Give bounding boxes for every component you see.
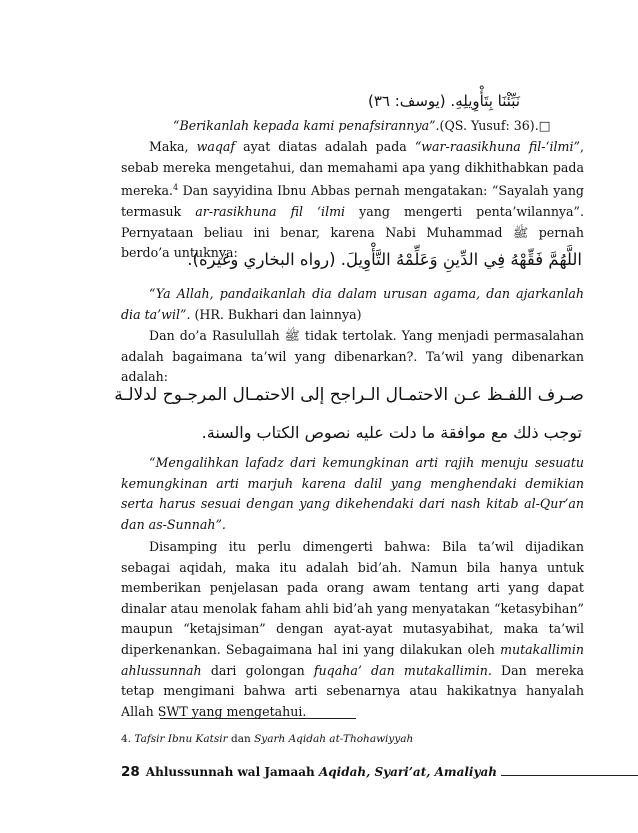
footnote-title-1: Tafsir Ibnu Katsir [134,733,228,745]
footnote-separator [160,718,356,719]
paragraph-waqaf [121,137,584,264]
broken-glyph-mark: □ [538,118,551,133]
paragraph-aqidah [121,537,584,722]
text: ayat diatas adalah pada [235,139,415,154]
text: Dan do’a Rasulullah [149,328,285,343]
book-subtitle: Aqidah, Syari’at, Amaliyah [318,765,497,779]
text: tidak tertolak. Yang menjadi permasalahan adalah bagaimana ta’wil yang dibenarkan?. Ta’wil yang dibenarkan adalah: [121,328,584,385]
footnote-title-2: Syarh Aqidah at-Thohawiyyah [254,733,414,745]
salawat-symbol: ﷺ [284,328,300,343]
text: , sebab mereka mengetahui, dan memahami apa yang dikhithabkan pada mereka. [121,139,584,199]
book-title: Ahlussunnah wal Jamaah [145,765,319,779]
text: yang mengerti penta’wilannya”. Pernyataan beliau ini benar, karena Nabi Muhammad [121,203,584,240]
arabic-verse: نَبِّئْنَا بِتَأْوِيلِهِ. (يوسف: ٣٦) [367,92,520,110]
footnote-ref: 4 [173,183,179,193]
prayer-translation [121,284,584,325]
definition-translation: “Mengalihkan lafadz dari kemungkinan arti rajih menuju sesuatu kemungkinan arti marjuh karena dalil yang menghendaki demikian serta harus sesuai dengan yang dikehendaki dari nash kitab al-Qur’an dan as-Sunnah”. [121,455,584,532]
footnote-number: 4 [121,733,128,745]
text: Disamping itu perlu dimengerti bahwa: Bila ta’wil dijadikan sebagai aqidah, maka itu adalah bid’ah. Namun bila hanya untuk memberikan penjelasan pada orang awam tentang arti yang dapat dinalar atau menolak faham ahli bid’ah yang menyatakan “ketasybihan” maupun “ketajsiman” dengan ayat-ayat mutasyabihat, maka ta’wil diperkenankan. Sebagaimana hal ini yang dilakukan oleh [121,539,584,657]
text: dan [227,733,255,745]
text: dari golongan [201,662,314,678]
prayer-reference: (HR. Bukhari dan lainnya) [190,306,362,322]
verse-reference: (QS. Yusuf: 36). [439,118,539,133]
text: Maka, [149,139,197,154]
arabic-definition-line-1: صـرف اللفـظ عـن الاحتمـال الـراجح إلى الاحتمـال المرجـوح لدلالـة [114,385,584,405]
term-waqaf: waqaf [196,139,236,154]
text: . [127,733,135,745]
term-fuqaha: fuqaha’ dan mutakallimin. [313,662,492,678]
text: pernah berdo’a untuknya: [121,224,584,261]
page-footer [121,764,638,780]
paragraph-dua [121,326,584,388]
arabic-prayer: اللَّهُمَّ فَقِّهْهُ فِي الدِّينِ وَعَلِّمْهُ التَّأْوِيلَ. (رواه البخاري وغيره). [187,250,582,269]
term-rasikhuna: ar-rasikhuna fil ‘ilmi [195,203,346,219]
salawat-symbol: ﷺ [512,224,529,240]
page-number: 28 [121,764,140,780]
footnote [121,733,413,745]
prayer-translation-quote: “Ya Allah, pandaikanlah dia dalam urusan agama, dan ajarkanlah dia ta’wil”. [121,286,584,322]
text: Dan sayyidina Ibnu Abbas pernah mengatakan: “Sayalah yang termasuk [121,183,584,219]
term-mutakallimin-ahlussunnah: mutakallimin ahlussunnah [121,641,584,678]
term-raasikhuna: “war-raasikhuna fil-‘ilmi” [414,139,580,154]
verse-translation [121,116,584,137]
footer-rule [501,775,638,776]
arabic-definition-line-2: توجب ذلك مع موافقة ما دلت عليه نصوص الكتاب والسنة. [201,423,582,442]
text: Dan mereka tetap mengimani bahwa arti sebenarnya atau hakikatnya hanyalah Allah SWT yang mengetahui. [121,662,584,719]
verse-translation-quote: “Berikanlah kepada kami penafsirannya”. [173,118,440,133]
